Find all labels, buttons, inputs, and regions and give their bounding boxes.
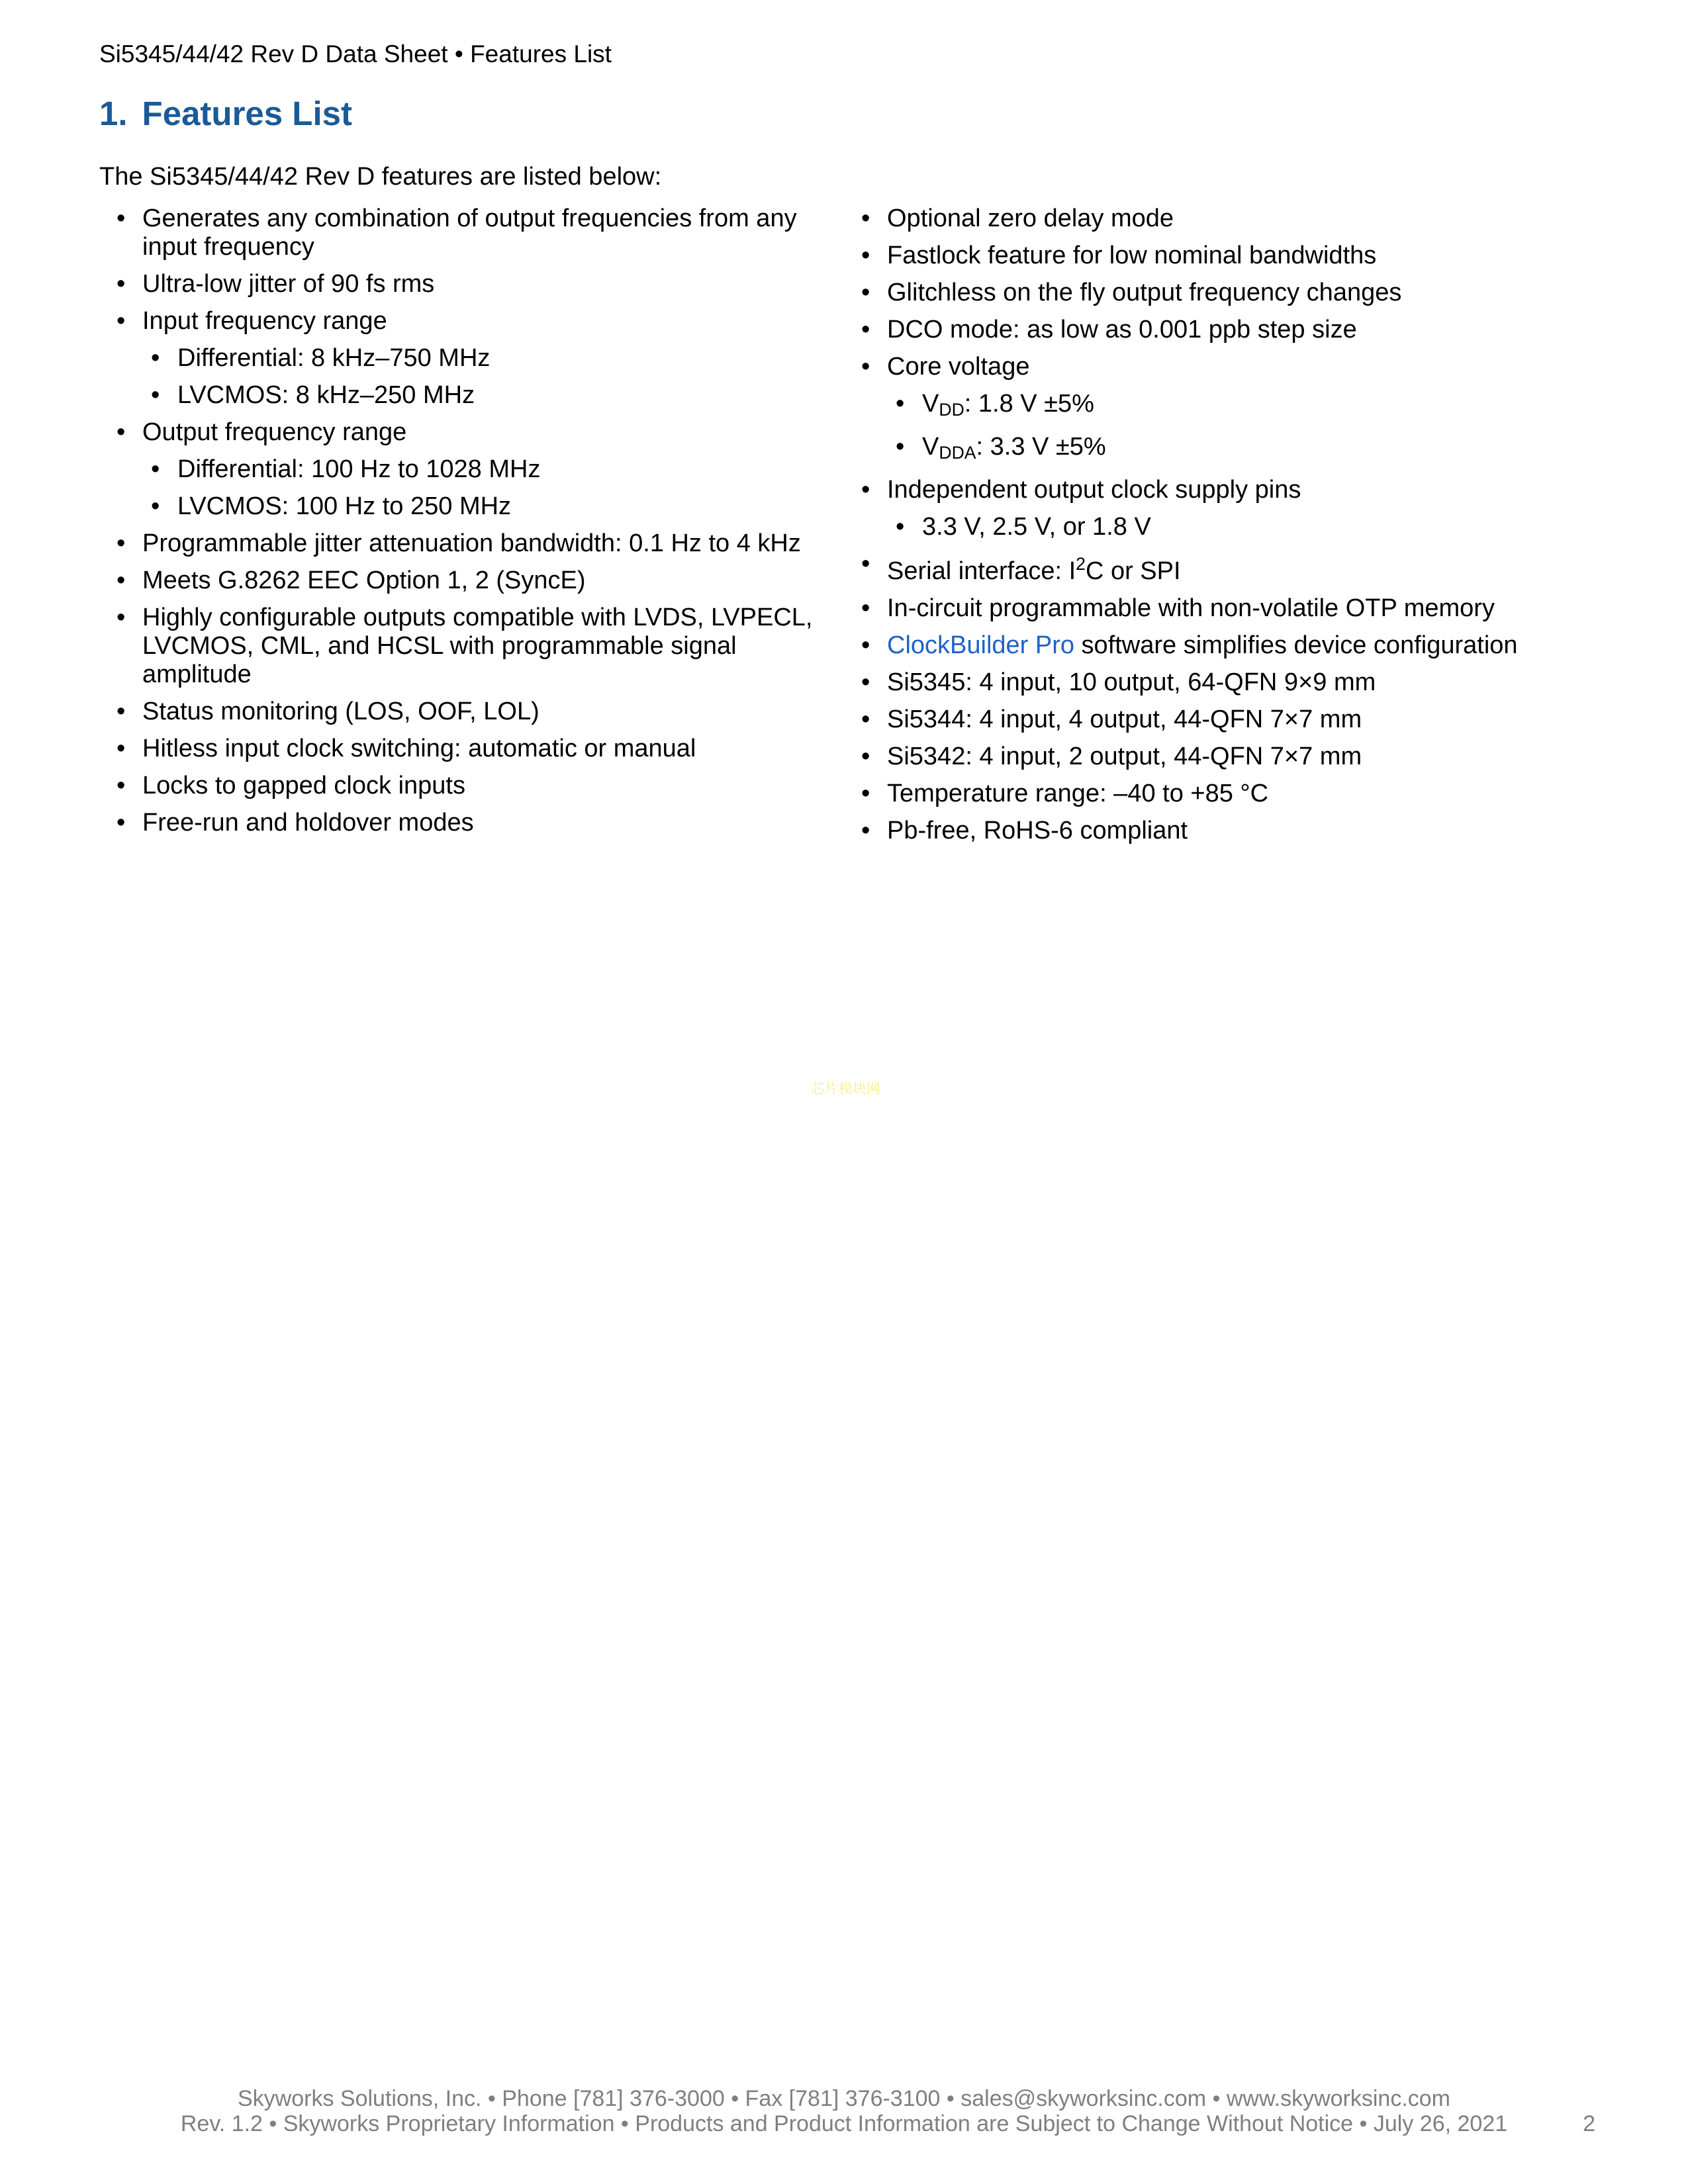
feature-text: 3.3 V, 2.5 V, or 1.8 V [922, 513, 1151, 541]
feature-text: V [922, 390, 939, 418]
feature-item [99, 455, 851, 484]
feature-item [99, 772, 851, 800]
feature-item [844, 550, 1625, 586]
feature-item [844, 279, 1625, 307]
feature-item [99, 381, 851, 410]
feature-item [99, 270, 851, 298]
feature-text: DCO mode: as low as 0.001 ppb step size [887, 316, 1357, 343]
feature-text: Si5344: 4 input, 4 output, 44-QFN 7×7 mm [887, 705, 1362, 733]
feature-item [99, 698, 851, 726]
feature-text: Input frequency range [142, 307, 387, 335]
features-list-left [99, 196, 851, 837]
feature-text: Glitchless on the fly output frequency changes [887, 279, 1402, 306]
feature-text: Serial interface: I [887, 557, 1076, 585]
feature-text: LVCMOS: 8 kHz–250 MHz [177, 381, 475, 409]
feature-item [99, 307, 851, 336]
feature-item [844, 594, 1625, 623]
feature-item [844, 242, 1625, 270]
feature-text: Temperature range: –40 to +85 °C [887, 779, 1269, 807]
feature-item [844, 353, 1625, 381]
feature-text: Optional zero delay mode [887, 205, 1174, 232]
features-list-right [844, 196, 1625, 845]
feature-text: Highly configurable outputs compatible with LVDS, LVPECL, LVCMOS, CML, and HCSL with programmable signal amplitude [142, 604, 813, 688]
feature-text: Output frequency range [142, 418, 407, 446]
feature-item [99, 809, 851, 837]
feature-text: Status monitoring (LOS, OOF, LOL) [142, 698, 539, 725]
feature-item [99, 492, 851, 521]
section-number: 1. [99, 95, 128, 132]
running-header: Si5345/44/42 Rev D Data Sheet • Features List [99, 40, 612, 68]
feature-text: C or SPI [1085, 557, 1181, 585]
feature-text: Generates any combination of output frequencies from any input frequency [142, 205, 797, 261]
feature-text: Differential: 100 Hz to 1028 MHz [177, 455, 541, 483]
feature-text: Free-run and holdover modes [142, 809, 474, 837]
feature-text: Independent output clock supply pins [887, 476, 1301, 504]
feature-text: 2 [1076, 554, 1086, 574]
page-footer [0, 2086, 1688, 2136]
section-title: Features List [142, 95, 352, 132]
feature-text: Hitless input clock switching: automatic or manual [142, 735, 696, 762]
feature-item [844, 205, 1625, 233]
feature-text: LVCMOS: 100 Hz to 250 MHz [177, 492, 512, 520]
feature-item [844, 780, 1625, 808]
feature-text: software simplifies device configuration [1074, 631, 1518, 659]
feature-text: V [922, 433, 939, 461]
feature-text: DDA [939, 443, 976, 463]
feature-item [844, 390, 1625, 424]
intro-text: The Si5345/44/42 Rev D features are listed below: [99, 163, 662, 191]
feature-item [844, 433, 1625, 467]
feature-text: Locks to gapped clock inputs [142, 772, 465, 799]
footer-legal-line: Rev. 1.2 • Skyworks Proprietary Information • Products and Product Information are Subject to Change Without Notice • July 26, 2021 [180, 2111, 1508, 2136]
feature-text: Core voltage [887, 353, 1030, 381]
feature-text: Si5342: 4 input, 2 output, 44-QFN 7×7 mm [887, 742, 1362, 770]
feature-text: Differential: 8 kHz–750 MHz [177, 344, 491, 372]
feature-item [844, 476, 1625, 504]
clockbuilder-pro-link[interactable]: ClockBuilder Pro [887, 631, 1074, 659]
watermark-text: 芯片模块网 [811, 1081, 880, 1097]
feature-item [99, 529, 851, 558]
feature-item [99, 344, 851, 373]
feature-text: Ultra-low jitter of 90 fs rms [142, 270, 435, 298]
feature-text: Si5345: 4 input, 10 output, 64-QFN 9×9 mm [887, 668, 1376, 696]
feature-item [99, 735, 851, 763]
feature-item [844, 631, 1625, 660]
feature-item [99, 604, 851, 689]
feature-text: : 1.8 V ±5% [964, 390, 1094, 418]
section-heading [99, 94, 352, 134]
feature-text: : 3.3 V ±5% [976, 433, 1106, 461]
feature-item [844, 513, 1625, 541]
feature-text: DD [939, 400, 964, 420]
page-number: 2 [1583, 2111, 1595, 2136]
feature-item [844, 705, 1625, 734]
feature-text: Programmable jitter attenuation bandwidth: 0.1 Hz to 4 kHz [142, 529, 801, 557]
feature-item [99, 418, 851, 447]
feature-item [99, 567, 851, 595]
feature-item [99, 205, 851, 261]
feature-item [844, 316, 1625, 344]
feature-item [844, 817, 1625, 845]
footer-contact-line: Skyworks Solutions, Inc. • Phone [781] 376-3000 • Fax [781] 376-3100 • sales@skyworksinc.com • www.skyworksinc.com [237, 2086, 1450, 2111]
feature-item [844, 668, 1625, 697]
feature-text: Pb-free, RoHS-6 compliant [887, 816, 1188, 844]
feature-text: Fastlock feature for low nominal bandwidths [887, 242, 1377, 269]
feature-item [844, 743, 1625, 771]
feature-text: In-circuit programmable with non-volatile OTP memory [887, 594, 1495, 622]
feature-text: Meets G.8262 EEC Option 1, 2 (SyncE) [142, 567, 586, 594]
